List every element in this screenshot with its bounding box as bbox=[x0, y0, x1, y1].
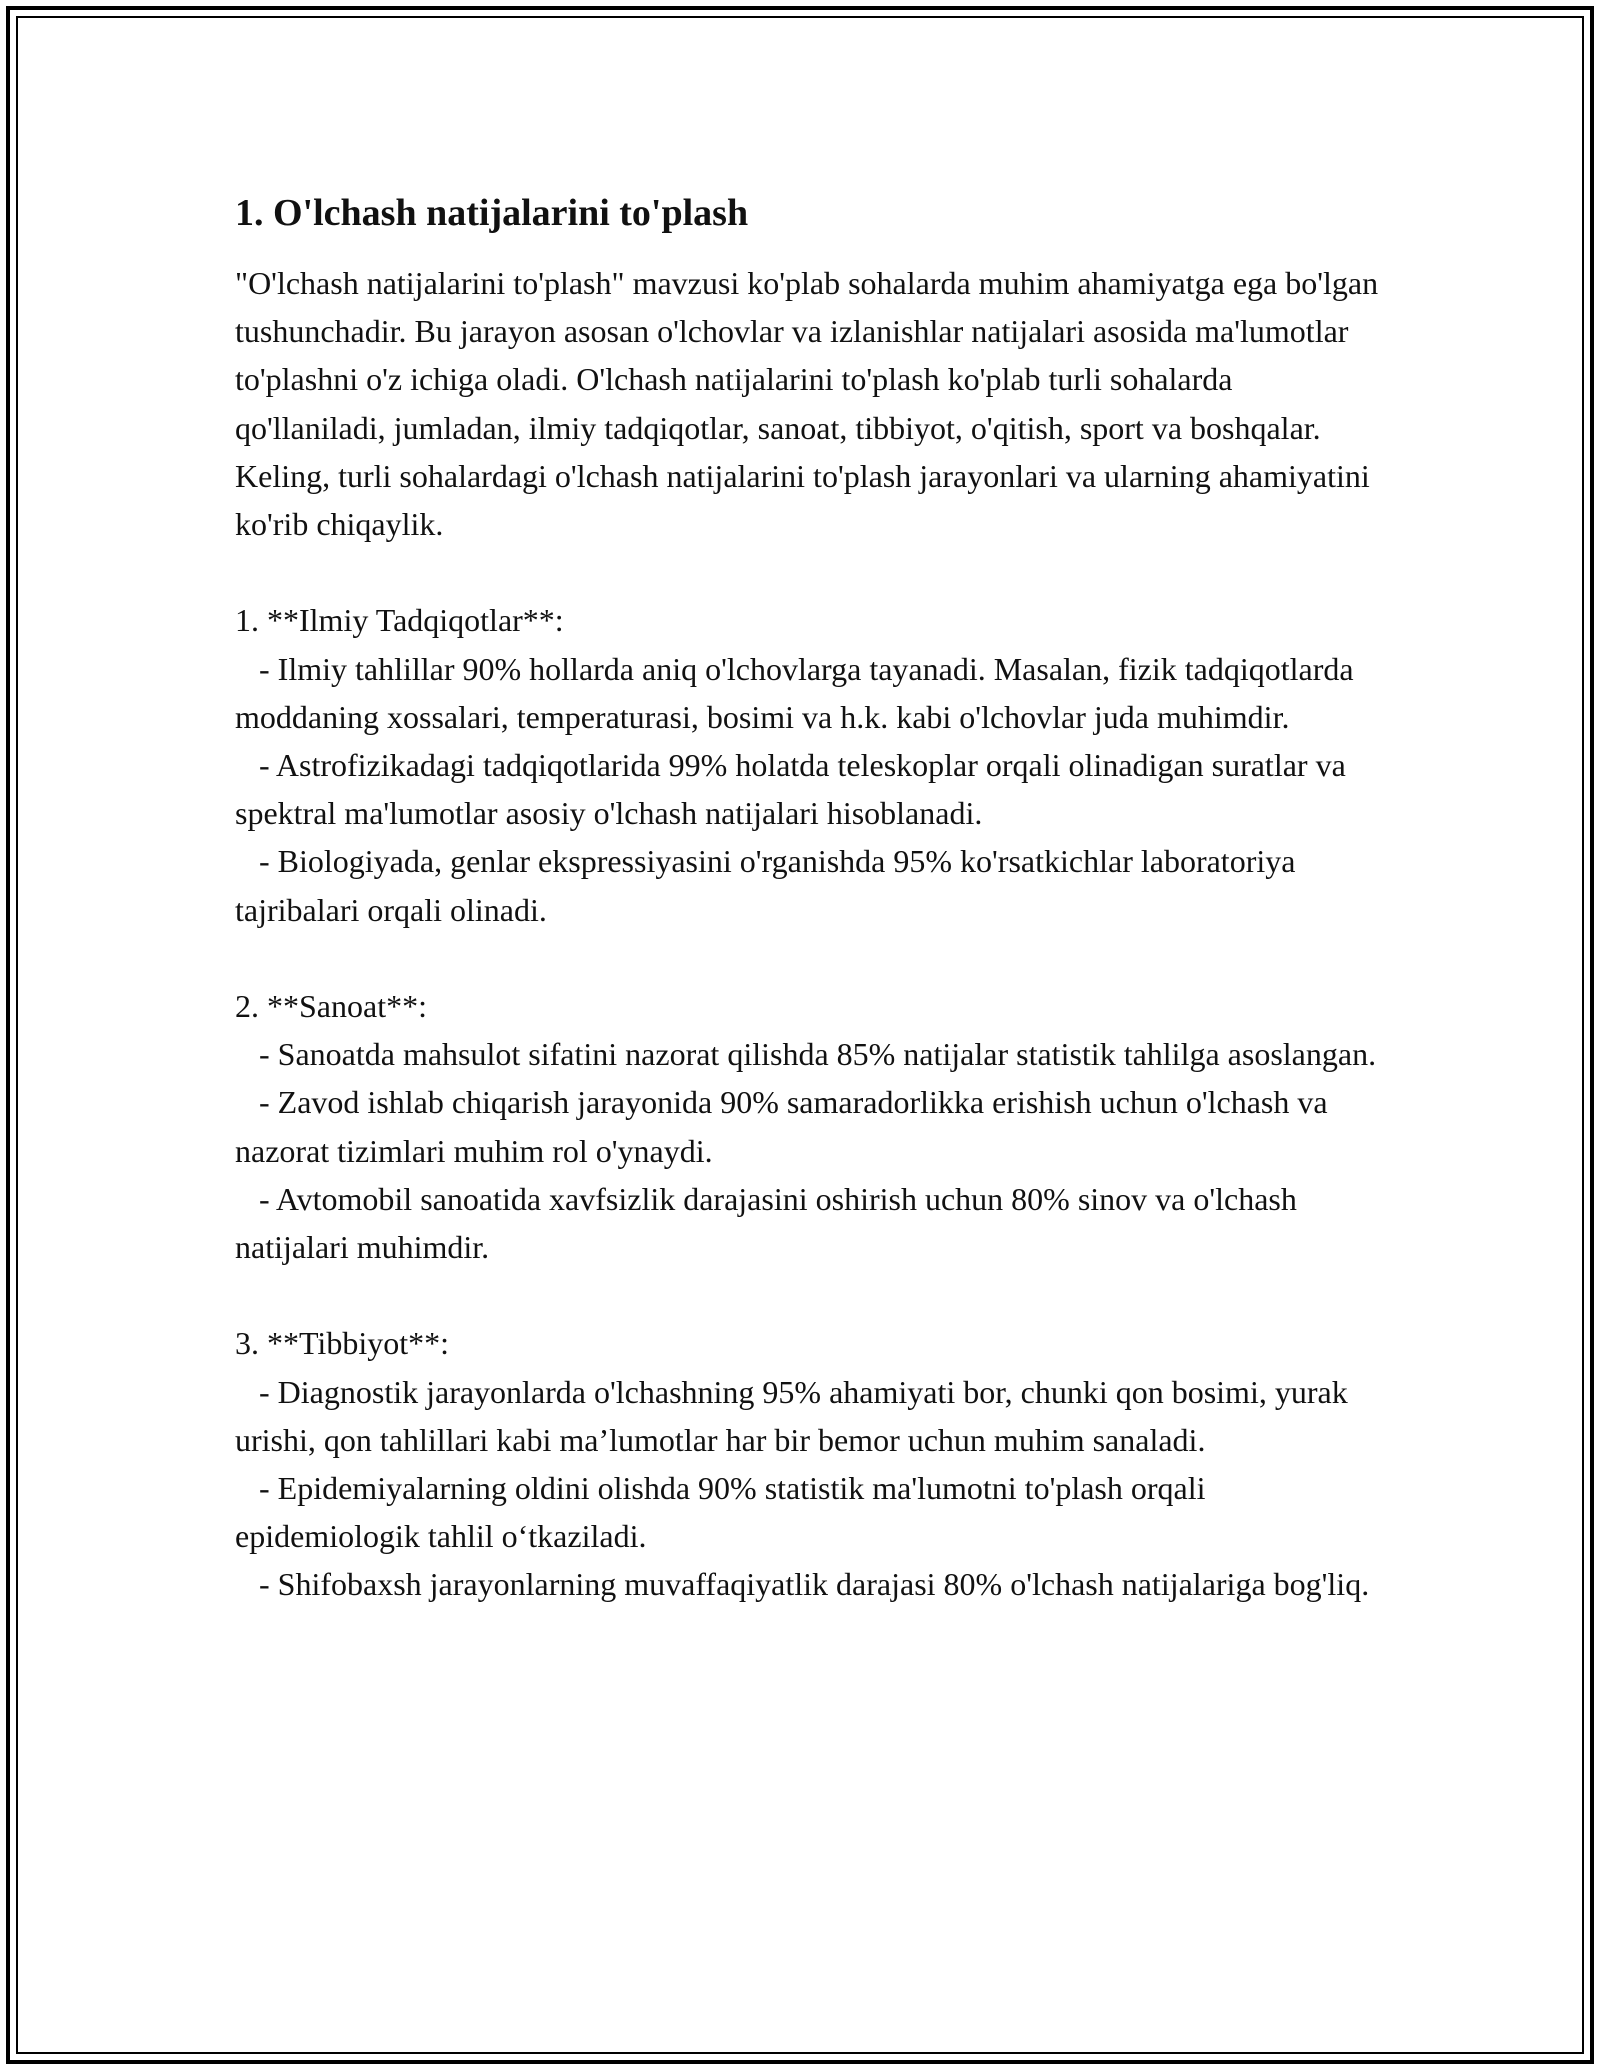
section-sanoat bbox=[235, 982, 1380, 1271]
intro-paragraph: "O'lchash natijalarini to'plash" mavzusi ko'plab sohalarda muhim ahamiyatga ega bo'lgan tushunchadir. Bu jarayon asosan o'lchovlar va izlanishlar natijalari asosida ma'lumotlar to'plashni o'z ichiga oladi. O'lchash natijalarini to'plash ko'plab turli sohalarda qo'llaniladi, jumladan, ilmiy tadqiqotlar, sanoat, tibbiyot, o'qitish, sport va boshqalar. Keling, turli sohalardagi o'lchash natijalarini to'plash jarayonlari va ularning ahamiyatini ko'rib chiqaylik. bbox=[235, 265, 1387, 543]
list-item: - Sanoatda mahsulot sifatini nazorat qilishda 85% natijalar statistik tahlilga asoslangan. bbox=[235, 1036, 1377, 1073]
list-item: - Biologiyada, genlar ekspressiyasini o'rganishda 95% ko'rsatkichlar laboratoriya tajribalari orqali olinadi. bbox=[235, 843, 1304, 928]
document-heading: 1. O'lchash natijalarini to'plash bbox=[235, 192, 749, 234]
list-item: - Diagnostik jarayonlarda o'lchashning 95% ahamiyati bor, chunki qon bosimi, yurak urishi, qon tahlillari kabi ma’lumotlar har bir bemor uchun muhim sanaladi. bbox=[235, 1373, 1356, 1458]
section-ilmiy-tadqiqotlar bbox=[235, 596, 1380, 933]
section-title: 1. **Ilmiy Tadqiqotlar**: bbox=[235, 602, 564, 639]
list-item: - Shifobaxsh jarayonlarning muvaffaqiyatlik darajasi 80% o'lchash natijalariga bog'liq. bbox=[235, 1566, 1370, 1603]
document-body bbox=[235, 185, 1387, 1609]
section-tibbiyot bbox=[235, 1319, 1380, 1608]
list-item: - Avtomobil sanoatida xavfsizlik darajasini oshirish uchun 80% sinov va o'lchash natijalari muhimdir. bbox=[235, 1180, 1305, 1266]
section-title: 2. **Sanoat**: bbox=[235, 988, 427, 1025]
spacer bbox=[235, 1271, 1380, 1319]
spacer bbox=[235, 934, 1380, 982]
list-item: - Epidemiyalarning oldini olishda 90% statistik ma'lumotni to'plash orqali epidemiologik tahlil o‘tkaziladi. bbox=[235, 1470, 1214, 1555]
list-item: - Astrofizikadagi tadqiqotlarida 99% holatda teleskoplar orqali olinadigan suratlar va spektral ma'lumotlar asosiy o'lchash natijalari hisoblanadi. bbox=[235, 747, 1354, 832]
spacer bbox=[235, 548, 1380, 596]
section-title: 3. **Tibbiyot**: bbox=[235, 1325, 449, 1362]
list-item: - Zavod ishlab chiqarish jarayonida 90% samaradorlikka erishish uchun o'lchash va nazorat tizimlari muhim rol o'ynaydi. bbox=[235, 1084, 1336, 1169]
list-item: - Ilmiy tahlillar 90% hollarda aniq o'lchovlarga tayanadi. Masalan, fizik tadqiqotlarda moddaning xossalari, temperaturasi, bosimi va h.k. kabi o'lchovlar juda muhimdir. bbox=[235, 650, 1362, 735]
